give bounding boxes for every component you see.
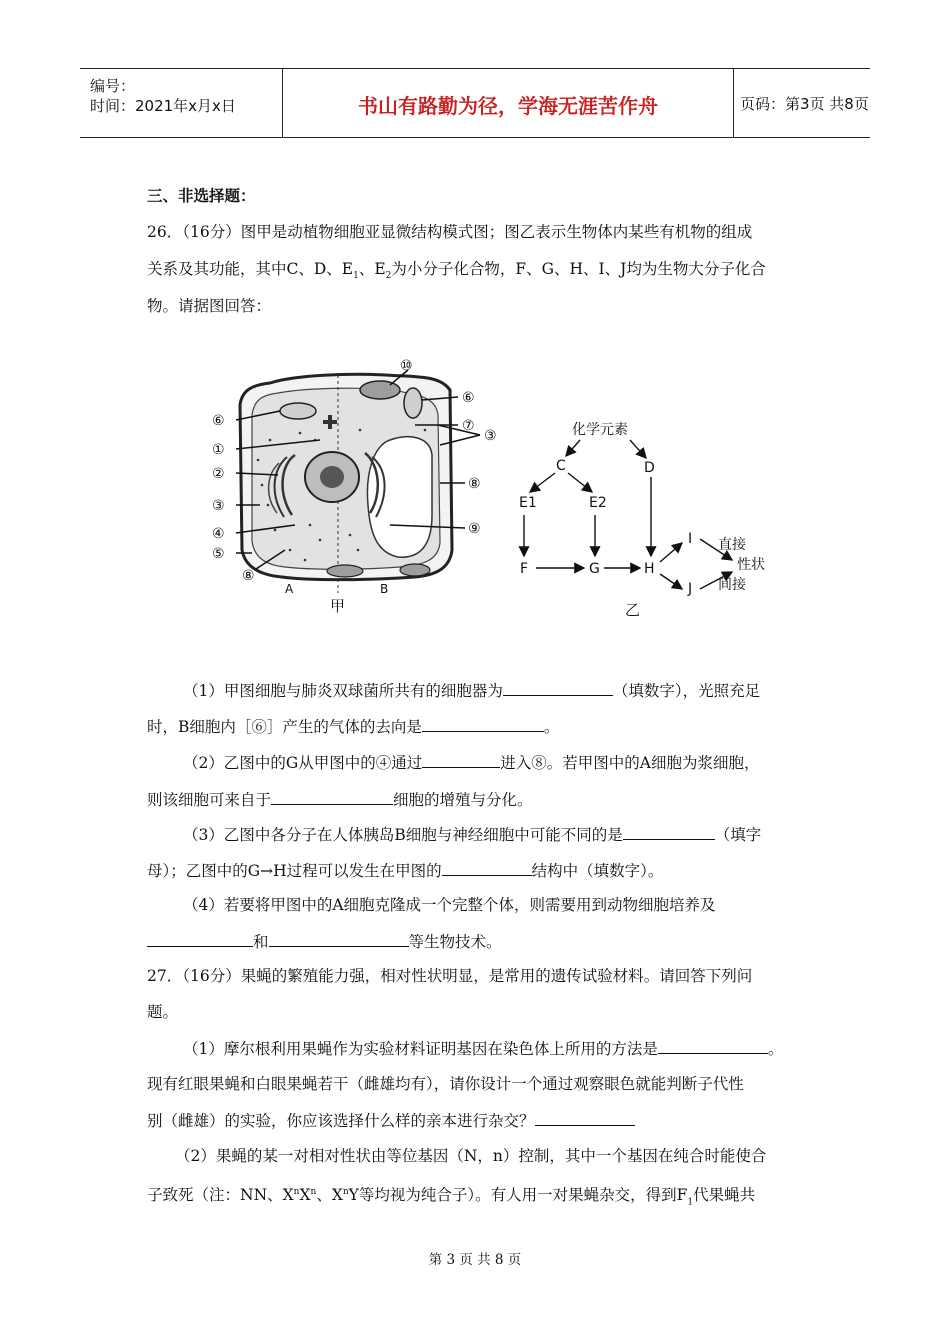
q27-sup-1: n [293, 1187, 300, 1197]
yi-node-d: D [644, 460, 655, 476]
q27-line1: 27．（16分）果蝇的繁殖能力强，相对性状明显，是常用的遗传试验材料。请回答下列问 [147, 967, 753, 985]
q26-s3-line2 [147, 860, 663, 881]
yi-node-i: I [688, 531, 693, 547]
header-page-label: 页码：第3页 共8页 [740, 95, 869, 113]
label-9: ⑨ [468, 521, 481, 537]
header-motto-cell [282, 69, 734, 137]
label-7: ⑦ [462, 418, 475, 434]
yi-node-c: C [556, 458, 566, 474]
answer-blank-q26-4a[interactable] [147, 931, 253, 947]
q27-s2-line1: （2）果蝇的某一对相对性状由等位基因（N，n）控制，其中一个基因在纯合时能使合 [175, 1147, 767, 1165]
q26-s2-text-a: （2）乙图中的G从甲图中的④通过 [183, 754, 423, 772]
q27-s1-line2: 现有红眼果蝇和白眼果蝇若干（雌雄均有），请你设计一个通过观察眼色就能判断子代性 [147, 1075, 744, 1093]
q26-s2-line2 [147, 789, 533, 810]
yi-node-e1: E1 [519, 495, 537, 511]
q27-sup-2: n [310, 1187, 317, 1197]
q26-line3: 物。请据图回答： [147, 297, 272, 315]
q26-s3-text-d: 结构中（填数字）。 [531, 862, 664, 880]
q27-sup-3: n [342, 1187, 349, 1197]
q26-s2-text-c: 则该细胞可来自于 [147, 791, 272, 809]
answer-blank-q26-4b[interactable] [269, 931, 409, 947]
q26-s2-text-b: 进入⑧。若甲图中的A细胞为浆细胞， [500, 754, 760, 772]
label-5: ⑤ [212, 546, 225, 562]
label-cell-a: A [285, 582, 294, 596]
answer-blank-q27-1b[interactable] [535, 1110, 635, 1126]
q26-s1-line2 [147, 716, 559, 737]
yi-node-j: J [688, 581, 693, 597]
label-8-right: ⑧ [468, 476, 481, 492]
q27-s1-text-a: （1）摩尔根利用果蝇作为实验材料证明基因在染色体上所用的方法是 [183, 1040, 658, 1058]
figure-yi-flow-diagram [519, 422, 765, 619]
q27-s2-text-mid: Y等均视为纯合子）。有人用一对果蝇杂交，得到F [348, 1186, 688, 1205]
q27-s2-x2: 、X [316, 1186, 343, 1205]
q26-s1-line1 [183, 680, 760, 701]
q27-s1-text-b: 。 [767, 1040, 784, 1058]
q26-s2-line1 [183, 752, 759, 773]
label-cell-b: B [380, 582, 389, 596]
label-6-left: ⑥ [212, 413, 225, 429]
q26-s1-text-b: （填数字），光照充足 [612, 682, 761, 700]
yi-trait: 性状 [737, 557, 765, 573]
q26-s4-text-b: 和 [253, 933, 269, 951]
q27-s1-text-d: 别（雌雄）的实验，你应该选择什么样的亲本进行杂交？ [147, 1112, 535, 1130]
q26-s1-text-a: （1）甲图细胞与肺炎双球菌所共有的细胞器为 [183, 682, 503, 700]
doc-time-label: 时间：2021年x月x日 [90, 97, 236, 115]
q26-s4-text-c: 等生物技术。 [408, 933, 502, 951]
answer-blank-q26-2b[interactable] [271, 789, 393, 805]
section-title: 三、非选择题： [147, 187, 256, 205]
q27-sub-f1: 1 [687, 1197, 694, 1208]
q26-s3-text-a: （3）乙图中各分子在人体胰岛B细胞与神经细胞中可能不同的是 [183, 826, 623, 844]
header-motto: 书山有路勤为径，学海无涯苦作舟 [358, 94, 658, 118]
q27-s2-text-b: 子致死（注：NN、X [147, 1186, 294, 1205]
q26-s3-text-b: （填字 [714, 826, 762, 844]
page-header [80, 68, 870, 138]
q26-sub-e1: 1 [353, 271, 359, 282]
q27-s2-text-end: 代果蝇共 [693, 1186, 756, 1205]
doc-number-label: 编号： [90, 77, 136, 95]
q26-line2-text-a: 关系及其功能，其中C、D、E [147, 260, 354, 278]
label-1: ① [212, 442, 225, 458]
label-3-right: ③ [484, 428, 497, 444]
q26-line2 [147, 259, 766, 286]
q27-s2-line2 [147, 1182, 755, 1212]
q26-line2-text-c: 、E [358, 260, 386, 278]
label-3-left: ③ [212, 498, 225, 514]
yi-node-h: H [644, 561, 655, 577]
yi-root: 化学元素 [572, 422, 628, 438]
yi-node-f: F [520, 561, 529, 577]
q26-line1: 26．（16分）图甲是动植物细胞亚显微结构模式图；图乙表示生物体内某些有机物的组成 [147, 223, 753, 241]
answer-blank-q26-3b[interactable] [442, 860, 532, 876]
yi-node-g: G [589, 561, 600, 577]
header-meta [80, 69, 280, 137]
label-6-right: ⑥ [462, 390, 475, 406]
answer-blank-q26-3a[interactable] [623, 824, 715, 840]
yi-direct: 直接 [718, 537, 746, 553]
page-footer: 第 3 页 共 8 页 [428, 1252, 522, 1268]
figure-jia-cell-diagram [212, 358, 497, 615]
label-8-left: ⑧ [242, 568, 255, 584]
answer-blank-q26-2a[interactable] [422, 752, 500, 768]
q27-s1-line1 [183, 1038, 783, 1059]
q27-s2-x: X [299, 1186, 311, 1205]
q27-line2: 题。 [147, 1003, 179, 1021]
q27-s1-line3 [147, 1110, 635, 1131]
yi-node-e2: E2 [589, 495, 607, 511]
q26-s1-text-d: 。 [543, 718, 560, 736]
label-10: ⑩ [400, 358, 413, 374]
q26-s4-line2 [147, 931, 502, 952]
q26-s1-text-c: 时，B细胞内［⑥］产生的气体的去向是 [147, 718, 422, 736]
q26-s2-text-d: 细胞的增殖与分化。 [393, 791, 533, 809]
biology-figure [200, 345, 780, 625]
q26-s3-text-c: 母）；乙图中的G→H过程可以发生在甲图的 [147, 862, 442, 880]
q26-sub-e2: 2 [385, 271, 392, 282]
q26-s3-line1 [183, 824, 761, 845]
answer-blank-q26-1b[interactable] [422, 716, 544, 732]
answer-blank-q27-1a[interactable] [658, 1038, 768, 1054]
label-4: ④ [212, 526, 225, 542]
caption-yi: 乙 [625, 601, 641, 619]
answer-blank-q26-1a[interactable] [503, 680, 613, 696]
q26-line2-text-e: 为小分子化合物，F、G、H、I、J均为生物大分子化合 [391, 260, 766, 278]
label-2: ② [212, 466, 225, 482]
yi-indirect: 间接 [718, 577, 746, 593]
q26-s4-line1: （4）若要将甲图中的A细胞克隆成一个完整个体，则需要用到动物细胞培养及 [183, 896, 716, 914]
caption-jia: 甲 [330, 597, 346, 615]
